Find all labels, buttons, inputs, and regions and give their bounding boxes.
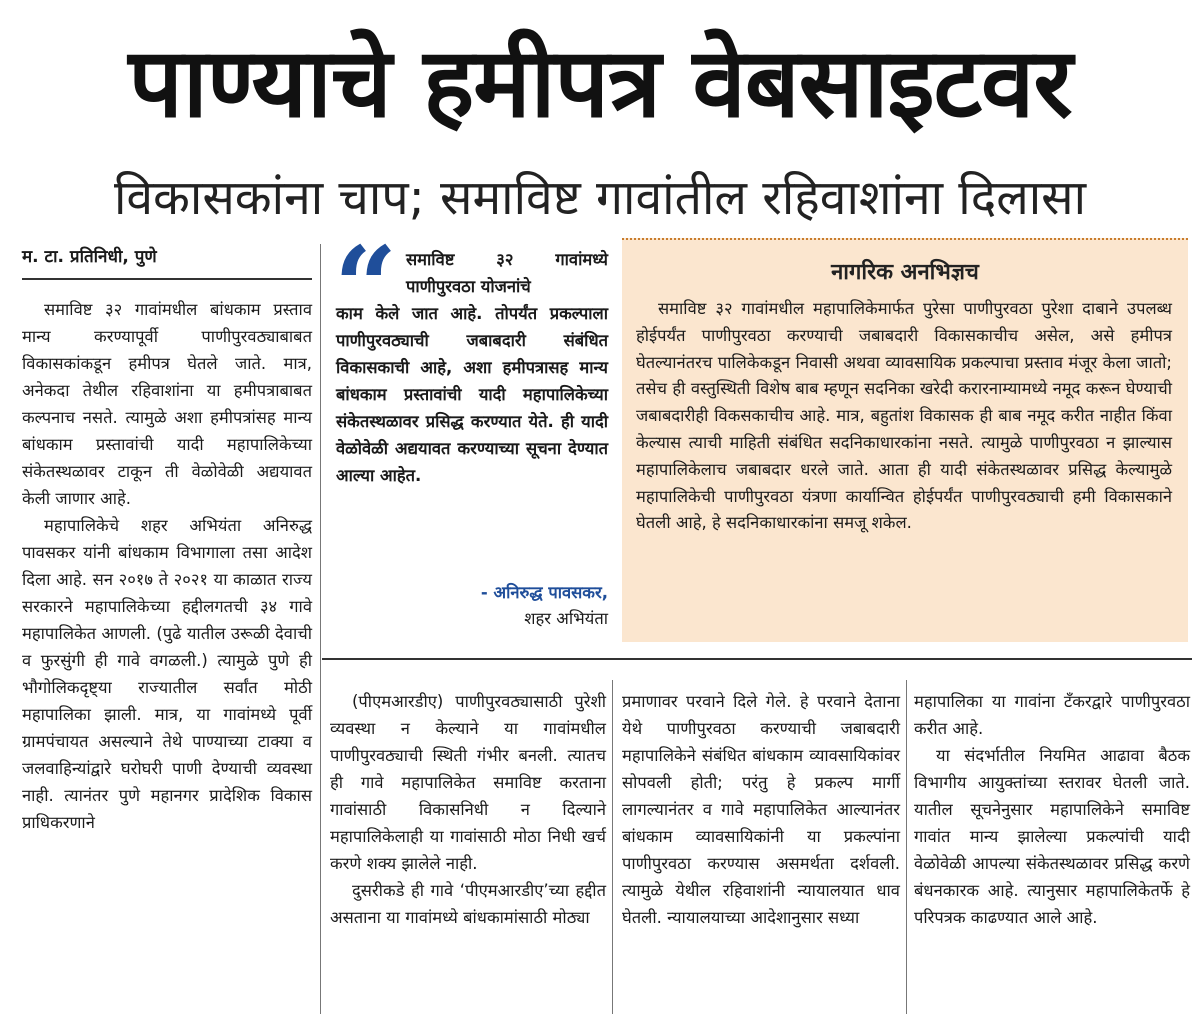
column-2-paragraph: दुसरीकडे ही गावे ‘पीएमआरडीए’च्या हद्दीत असताना या गावांमध्ये बांधकामांसाठी मोठ्या <box>330 881 606 927</box>
column-2 <box>330 688 606 931</box>
headline: पाण्याचे हमीपत्र वेबसाइटवर <box>128 27 1072 139</box>
sidebar-body <box>636 296 1172 537</box>
quote-mark-icon: “ <box>334 222 398 351</box>
pull-quote-first: समाविष्ट ३२ गावांमध्ये पाणीपुरवठा योजनांचे <box>406 250 608 296</box>
quote-author-role: शहर अभियंता <box>524 609 608 628</box>
column-3-paragraph: प्रमाणावर परवाने दिले गेले. हे परवाने देताना येथे पाणीपुरवठा करण्याची जबाबदारी महापालिकेने संबंधित बांधकाम व्यावसायिकांवर सोपवली होती; परंतु हे प्रकल्प मार्गी लागल्यानंतर व गावे महापालिकेत आल्यानंतर बांधकाम व्यावसायिकांनी या प्रकल्पांना पाणीपुरवठा करण्यास असमर्थता दर्शवली. त्यामुळे येथील रहिवाशांनी न्यायालयात धाव घेतली. न्यायालयाच्या आदेशानुसार सध्या <box>622 692 900 927</box>
quote-author: - अनिरुद्ध पावसकर, <box>480 583 608 602</box>
column-4 <box>914 688 1190 931</box>
column-3 <box>622 688 900 931</box>
sidebar-title: नागरिक अनभिज्ञच <box>831 260 979 285</box>
column-1 <box>22 296 312 836</box>
byline-rule <box>22 278 312 280</box>
column-4-paragraph: या संदर्भातील नियमित आढावा बैठक विभागीय आयुक्तांच्या स्तरावर घेतली जाते. यातील सूचनेनुसार महापालिकेने समाविष्ट गावांत मान्य झालेल्या प्रकल्पांची यादी वेळोवेळी आपल्या संकेतस्थळावर प्रसिद्ध करणे बंधनकारक आहे. त्यानुसार महापालिकेतर्फे हे परिपत्रक काढण्यात आले आहे. <box>914 746 1190 927</box>
column-4-paragraph: महापालिका या गावांना टँकरद्वारे पाणीपुरवठा करीत आहे. <box>914 692 1190 738</box>
section-rule <box>322 658 1192 660</box>
column-divider <box>906 680 907 1014</box>
column-divider <box>612 680 613 1014</box>
sidebar-paragraph: समाविष्ट ३२ गावांमधील महापालिकेमार्फत पुरेसा पाणीपुरवठा पुरेशा दाबाने उपलब्ध होईपर्यंत पाणीपुरवठा करण्याची जबाबदारी विकासकाचीच असेल, असे हमीपत्र घेतल्यानंतरच पालिकेकडून निवासी अथवा व्यावसायिक प्रकल्पाचा प्रस्ताव मंजूर केला जातो; तसेच ही वस्तुस्थिती विशेष बाब म्हणून सदनिका खरेदी करारनाम्यामध्ये नमूद करून घेण्याची जबाबदारीही विकसकाचीच आहे. मात्र, बहुतांश विकासक ही बाब नमूद करीत नाहीत किंवा केल्यास त्याची माहिती संबंधित सदनिकाधारकांना नसते. त्यामुळे पाणीपुरवठा न झाल्यास महापालिकेलाच जबाबदार धरले जाते. आता ही यादी संकेतस्थळावर प्रसिद्ध केल्यामुळे महापालिकेची पाणीपुरवठा यंत्रणा कार्यान्वित होईपर्यंत पाणीपुरवठ्याची हमी विकासकाने घेतली आहे, हे सदनिकाधारकांना समजू शकेल. <box>636 299 1172 533</box>
subheadline: विकासकांना चाप; समाविष्ट गावांतील रहिवाशांना दिलासा <box>113 170 1087 226</box>
column-1-paragraph: समाविष्ट ३२ गावांमधील बांधकाम प्रस्ताव मान्य करण्यापूर्वी पाणीपुरवठ्याबाबत विकासकांकडून हमीपत्र घेतले जाते. मात्र, अनेकदा तेथील रहिवाशांना या हमीपत्राबाबत कल्पनाच नसते. त्यामुळे अशा हमीपत्रांसह मान्य बांधकाम प्रस्तावांची यादी महापालिकेच्या संकेतस्थळावर टाकून ती वेळोवेळी अद्ययावत केली जाणार आहे. <box>22 300 312 508</box>
column-2-paragraph: (पीएमआरडीए) पाणीपुरवठ्यासाठी पुरेशी व्यवस्था न केल्याने या गावांमधील पाणीपुरवठ्याची स्थिती गंभीर बनली. त्यातच ही गावे महापालिकेत समाविष्ट करताना गावांसाठी विकासनिधी न दिल्याने महापालिकेलाही या गावांसाठी मोठा निधी खर्च करणे शक्य झालेले नाही. <box>330 692 606 873</box>
column-1-paragraph: महापालिकेचे शहर अभियंता अनिरुद्ध पावसकर यांनी बांधकाम विभागाला तसा आदेश दिला आहे. सन २०१७ ते २०२१ या काळात राज्य सरकारने महापालिकेच्या हद्दीलगतची ३४ गावे महापालिकेत आणली. (पुढे यातील उरूळी देवाची व फुरसुंगी ही गावे वगळली.) त्यामुळे पुणे ही भौगोलिकदृष्ट्या राज्यातील सर्वांत मोठी महापालिका झाली. मात्र, या गावांमध्ये पूर्वी ग्रामपंचायत असल्याने तेथे पाण्याच्या टाक्या व जलवाहिन्यांद्वारे घरोघरी पाणी देण्याची व्यवस्था नाही. त्यानंतर पुणे महानगर प्रादेशिक विकास प्राधिकरणाने <box>22 516 312 832</box>
column-divider <box>320 244 321 1014</box>
byline: म. टा. प्रतिनिधी, पुणे <box>22 247 157 267</box>
pull-quote-rest: काम केले जात आहे. तोपर्यंत प्रकल्पाला पाणीपुरवठ्याची जबाबदारी संबंधित विकासकाची आहे, अशा हमीपत्रासह मान्य बांधकाम प्रस्तावांची यादी महापालिकेच्या संकेतस्थळावर प्रसिद्ध करण्यात येते. ही यादी वेळोवेळी अद्ययावत करण्याच्या सूचना देण्यात आल्या आहेत. <box>336 304 608 485</box>
pull-quote <box>336 246 608 489</box>
